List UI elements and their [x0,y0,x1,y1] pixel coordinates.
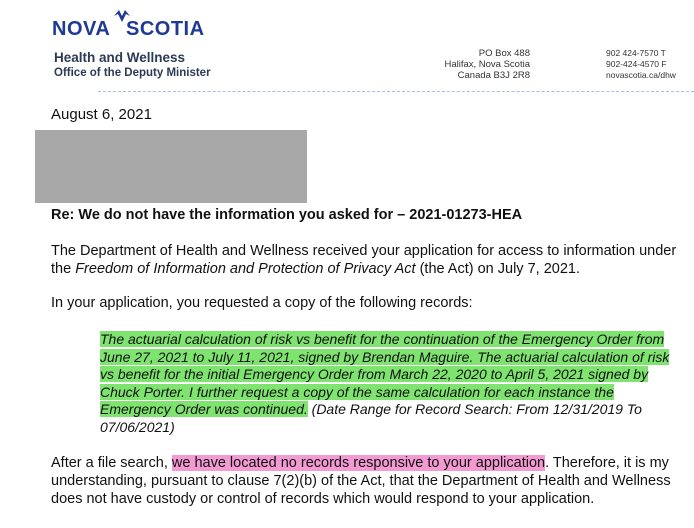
department-name: Health and Wellness [54,50,186,65]
paragraph-text: . Therefore, it is my understanding, pursuant to clause 7(2)(b) of the Act, that the Department of Health and Wellness does not have custody or control of records which would respond to your application. [51,455,671,507]
highlighted-request-text: The actuarial calculation of risk vs benefit for the continuation of the Emergency Order from June 27, 2021 to July 11, 2021, signed by Brendan Maguire. The actuarial calculation of risk vs benefit for the initial Emergency Order from March 22, 2020 to April 5, 2021 signed by Chuck Porter. I further request a copy of the same calculation for each instance the Emergency Order was continued. [100,331,670,417]
address-line: Halifax, Nova Scotia [444,59,530,70]
logo-text-nova: NOVA [52,18,111,40]
office-name: Office of the Deputy Minister [54,67,211,79]
subject-line: Re: We do not have the information you asked for – 2021-01273-HEA [51,207,523,223]
redacted-recipient-block [35,130,307,203]
act-name: Freedom of Information and Protection of Privacy Act [75,261,416,277]
header-divider [98,91,694,92]
highlighted-no-records-text: we have located no records responsive to your application [171,455,546,471]
address-line: Canada B3J 2R8 [457,70,530,81]
paragraph-application-received [51,242,691,278]
paragraph-text: (the Act) on July 7, 2021. [415,261,580,277]
paragraph-text: After a file search, [51,455,172,471]
paragraph-search-result [51,454,691,508]
phone-number: 902 424-7570 T [606,48,666,58]
quoted-request [100,331,680,436]
nova-scotia-logo [52,8,205,44]
fax-number: 902-424-4570 F [606,59,667,69]
date-range-text: (Date Range for Record Search: From 12/31/2019 To 07/06/2021) [100,401,642,435]
paragraph-request-intro: In your application, you requested a copy of the following records: [51,295,473,311]
contact-info [606,48,676,81]
paragraph-text: The Department of Health and Wellness received your application for access to information under the [51,243,677,277]
letter-date: August 6, 2021 [51,106,152,123]
mailing-address [420,48,530,81]
address-line: PO Box 488 [478,48,530,59]
website-url: novascotia.ca/dhw [606,70,676,80]
logo-text-scotia: SCOTIA [126,18,205,40]
